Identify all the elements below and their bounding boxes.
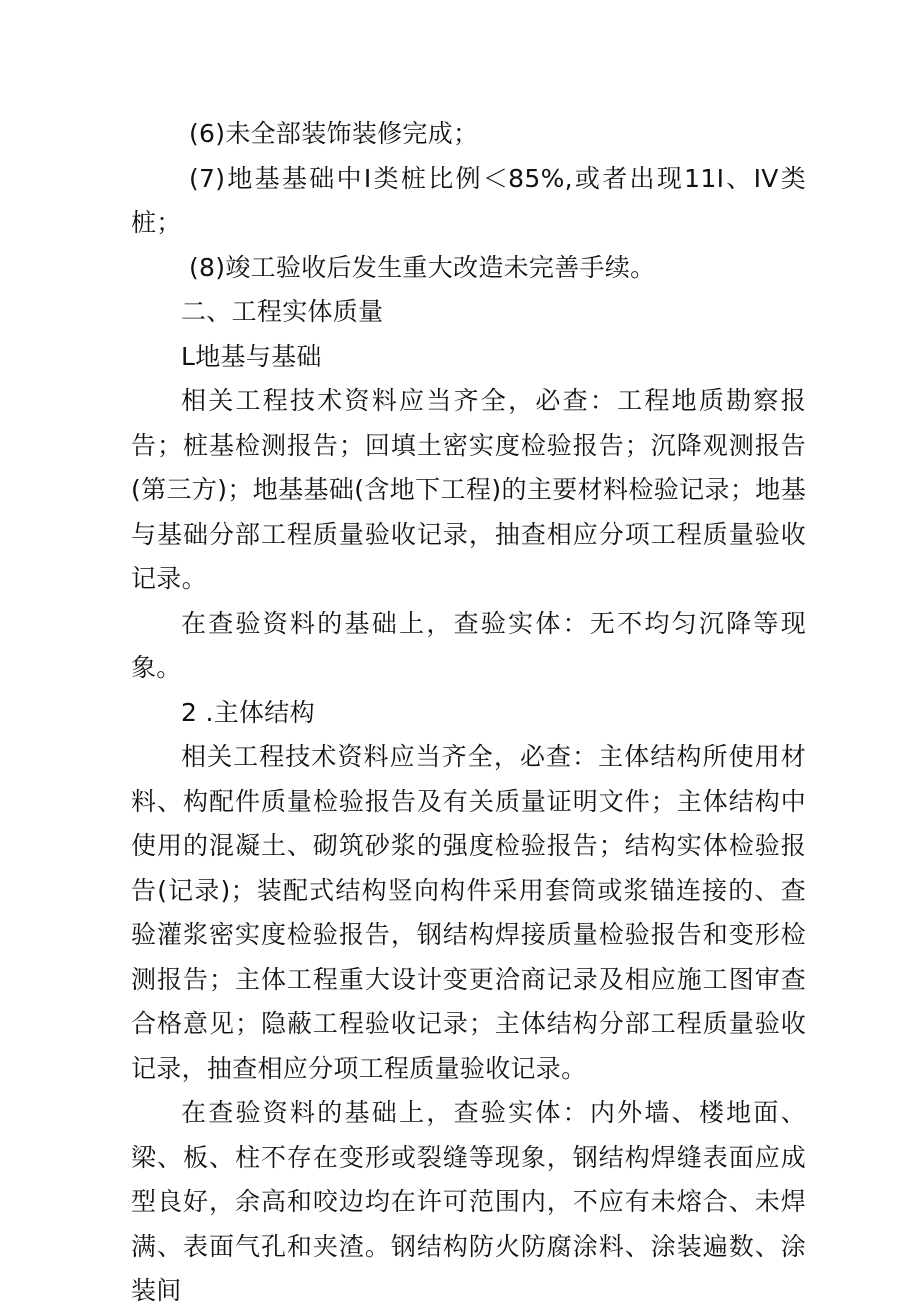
paragraph-item-8: (8)竣工验收后发生重大改造未完善手续。 [189,252,656,282]
paragraph-structure-documents: 相关工程技术资料应当齐全，必查：主体结构所使用材料、构配件质量检验报告及有关质量证明文件；主体结构中使用的混凝土、砌筑砂浆的强度检验报告；结构实体检验报告(记录)；装配式结构竖向构件采用套筒或浆锚连接的、查验灌浆密实度检验报告，钢结构焊接质量检验报告和变形检测报告；主体工程重大设计变更洽商记录及相应施工图审查合格意见；隐蔽工程验收记录；主体结构分部工程质量验收记录，抽查相应分项工程质量验收记录。 [131,742,806,1083]
document-body [131,112,806,1314]
paragraph-structure-inspection: 在查验资料的基础上，查验实体：内外墙、楼地面、梁、板、柱不存在变形或裂缝等现象，钢结构焊缝表面应成型良好，余高和咬边均在许可范围内，不应有未熔合、未焊满、表面气孔和夹渣。钢结构防火防腐涂料、涂装遍数、涂装间 [131,1098,806,1305]
section-heading-entity-quality: 二、工程实体质量 [181,297,384,326]
subsection-heading-main-structure: 2 .主体结构 [181,697,315,727]
paragraph-item-6: (6)未全部装饰装修完成； [189,119,479,148]
paragraph-foundation-documents: 相关工程技术资料应当齐全，必查：工程地质勘察报告；桩基检测报告；回填土密实度检验报告；沉降观测报告(第三方)；地基基础(含地下工程)的主要材料检验记录；地基与基础分部工程质量验收记录，抽查相应分项工程质量验收记录。 [131,386,806,593]
subsection-heading-foundation: L地基与基础 [181,341,322,371]
paragraph-item-7: (7)地基基础中I类桩比例＜85%,或者出现11I、IV类桩； [131,163,806,237]
paragraph-foundation-inspection: 在查验资料的基础上，查验实体：无不均匀沉降等现象。 [131,608,806,682]
